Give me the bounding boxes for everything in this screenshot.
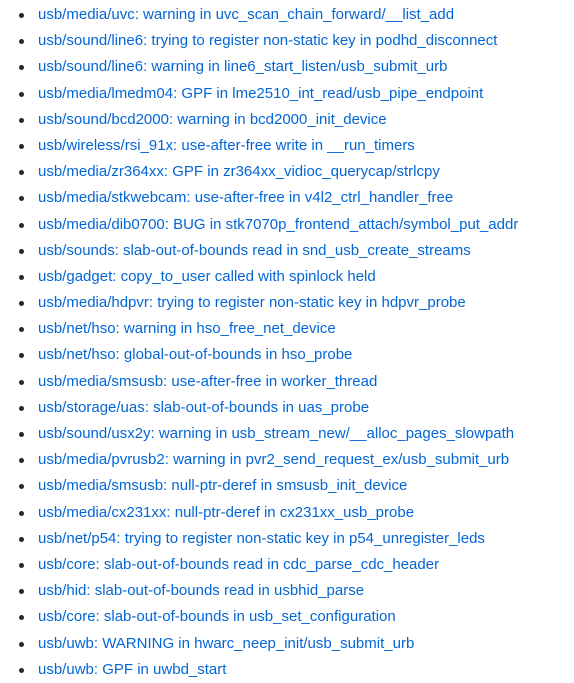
list-item <box>0 185 574 211</box>
bullet-icon <box>19 380 24 385</box>
issue-link[interactable]: usb/sound/bcd2000: warning in bcd2000_init_device <box>38 110 387 128</box>
list-item <box>0 290 574 316</box>
list-item <box>0 421 574 447</box>
list-item <box>0 107 574 133</box>
issue-link[interactable]: usb/media/uvc: warning in uvc_scan_chain_forward/__list_add <box>38 6 455 23</box>
issue-link[interactable]: usb/net/hso: warning in hso_free_net_device <box>38 320 336 338</box>
list-item <box>0 342 574 368</box>
list-item <box>0 578 574 604</box>
issue-link[interactable]: usb/net/p54: trying to register non-static key in p54_unregister_leds <box>38 529 485 547</box>
list-item <box>0 2 574 28</box>
issue-link[interactable]: usb/net/hso: global-out-of-bounds in hso_probe <box>38 346 353 364</box>
issue-link[interactable]: usb/uwb: GPF in uwbd_start <box>38 660 227 678</box>
list-item <box>0 54 574 80</box>
bullet-icon <box>19 92 24 97</box>
issue-link[interactable]: usb/sounds: slab-out-of-bounds read in snd_usb_create_streams <box>38 241 471 259</box>
issue-link[interactable]: usb/media/pvrusb2: warning in pvr2_send_request_ex/usb_submit_urb <box>38 451 510 469</box>
bullet-icon <box>19 223 24 228</box>
bullet-icon <box>19 13 24 18</box>
issue-link[interactable]: usb/sound/line6: warning in line6_start_listen/usb_submit_urb <box>38 58 448 76</box>
list-item <box>0 238 574 264</box>
issue-link[interactable]: usb/storage/uas: slab-out-of-bounds in uas_probe <box>38 398 370 416</box>
list-item <box>0 526 574 552</box>
issue-link[interactable]: usb/gadget: copy_to_user called with spinlock held <box>38 267 376 285</box>
bullet-icon <box>19 589 24 594</box>
bullet-icon <box>19 39 24 44</box>
bullet-icon <box>19 458 24 463</box>
bullet-icon <box>19 511 24 516</box>
list-item <box>0 159 574 185</box>
issue-link[interactable]: usb/media/smsusb: null-ptr-deref in smsusb_init_device <box>38 477 408 495</box>
list-item <box>0 500 574 526</box>
list-item <box>0 657 574 683</box>
bullet-icon <box>19 668 24 673</box>
bullet-icon <box>19 615 24 620</box>
list-item <box>0 552 574 578</box>
bullet-icon <box>19 249 24 254</box>
bullet-icon <box>19 537 24 542</box>
issue-link[interactable]: usb/media/lmedm04: GPF in lme2510_int_read/usb_pipe_endpoint <box>38 84 484 102</box>
list-item <box>0 264 574 290</box>
issue-link[interactable]: usb/wireless/rsi_91x: use-after-free write in __run_timers <box>38 136 415 154</box>
list-item <box>0 604 574 630</box>
issue-link[interactable]: usb/media/smsusb: use-after-free in worker_thread <box>38 372 378 390</box>
list-item <box>0 395 574 421</box>
bullet-icon <box>19 118 24 123</box>
bullet-icon <box>19 642 24 647</box>
bullet-icon <box>19 353 24 358</box>
issue-link[interactable]: usb/hid: slab-out-of-bounds read in usbhid_parse <box>38 582 365 600</box>
bullet-icon <box>19 432 24 437</box>
issue-link[interactable]: usb/media/stkwebcam: use-after-free in v4l2_ctrl_handler_free <box>38 189 454 207</box>
issue-link[interactable]: usb/media/hdpvr: trying to register non-static key in hdpvr_probe <box>38 294 466 312</box>
issue-link[interactable]: usb/sound/line6: trying to register non-static key in podhd_disconnect <box>38 32 498 50</box>
bullet-icon <box>19 170 24 175</box>
list-item <box>0 316 574 342</box>
issue-link[interactable]: usb/media/dib0700: BUG in stk7070p_frontend_attach/symbol_put_addr <box>38 215 519 233</box>
issue-link[interactable]: usb/media/zr364xx: GPF in zr364xx_vidioc_querycap/strlcpy <box>38 163 440 181</box>
list-item <box>0 473 574 499</box>
bullet-icon <box>19 144 24 149</box>
bullet-icon <box>19 484 24 489</box>
list-item <box>0 212 574 238</box>
issue-link[interactable]: usb/core: slab-out-of-bounds read in cdc_parse_cdc_header <box>38 555 440 573</box>
list-item <box>0 447 574 473</box>
list-item <box>0 28 574 54</box>
issue-link[interactable]: usb/sound/usx2y: warning in usb_stream_new/__alloc_pages_slowpath <box>38 425 515 442</box>
list-item <box>0 133 574 159</box>
bullet-icon <box>19 563 24 568</box>
issue-link[interactable]: usb/media/cx231xx: null-ptr-deref in cx231xx_usb_probe <box>38 503 415 521</box>
list-item <box>0 81 574 107</box>
bullet-icon <box>19 406 24 411</box>
bullet-icon <box>19 196 24 201</box>
bullet-icon <box>19 327 24 332</box>
list-item <box>0 369 574 395</box>
list-item <box>0 631 574 657</box>
bullet-icon <box>19 301 24 306</box>
issue-link[interactable]: usb/core: slab-out-of-bounds in usb_set_configuration <box>38 608 396 626</box>
bullet-icon <box>19 275 24 280</box>
issue-link[interactable]: usb/uwb: WARNING in hwarc_neep_init/usb_submit_urb <box>38 634 415 652</box>
bullet-icon <box>19 65 24 70</box>
